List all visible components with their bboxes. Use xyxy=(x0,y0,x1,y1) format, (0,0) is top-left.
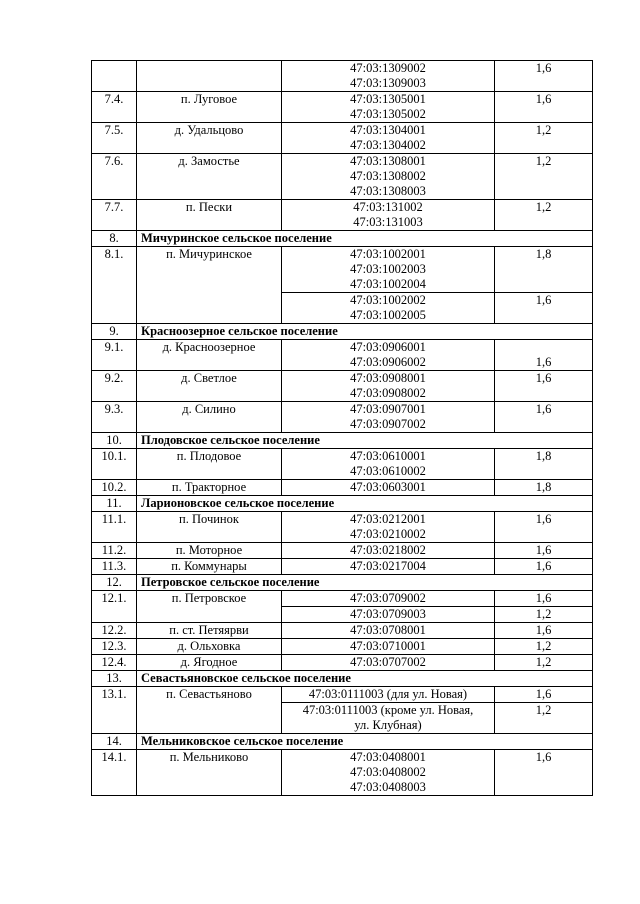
cadastral-code: 47:03:1002002 xyxy=(350,293,426,307)
row-number: 12.3. xyxy=(92,639,137,655)
cadastral-code: 47:03:1002005 xyxy=(350,308,426,322)
coefficient-value: 1,6 xyxy=(495,340,593,371)
cadastral-codes xyxy=(282,154,495,200)
place-name: д. Ольховка xyxy=(137,639,282,655)
coefficient-value: 1,2 xyxy=(495,200,593,231)
cadastral-code: 47:03:0408002 xyxy=(350,765,426,779)
row-number: 13. xyxy=(92,671,137,687)
row-number: 7.5. xyxy=(92,123,137,154)
coefficient-value: 1,6 xyxy=(495,623,593,639)
cadastral-codes xyxy=(282,200,495,231)
cadastral-code: 47:03:0610002 xyxy=(350,464,426,478)
coefficient-value: 1,2 xyxy=(495,655,593,671)
settlement-header-row xyxy=(92,496,593,512)
row-number: 12.1. xyxy=(92,591,137,623)
cadastral-code: ул. Клубная) xyxy=(354,718,422,732)
cadastral-code: 47:03:131003 xyxy=(353,215,423,229)
table-row xyxy=(92,559,593,575)
coefficient-value: 1,6 xyxy=(495,559,593,575)
cadastral-codes xyxy=(282,559,495,575)
row-number: 7.6. xyxy=(92,154,137,200)
row-number: 10.2. xyxy=(92,480,137,496)
cadastral-codes xyxy=(282,512,495,543)
place-name: п. Починок xyxy=(137,512,282,543)
settlement-header-row xyxy=(92,231,593,247)
table-row xyxy=(92,687,593,703)
cadastral-codes xyxy=(282,607,495,623)
cadastral-code: 47:03:1304002 xyxy=(350,138,426,152)
cadastral-codes xyxy=(282,402,495,433)
row-number: 9.3. xyxy=(92,402,137,433)
cadastral-codes xyxy=(282,371,495,402)
row-number: 9.2. xyxy=(92,371,137,402)
cadastral-codes xyxy=(282,703,495,734)
place-name: п. Моторное xyxy=(137,543,282,559)
tariff-table xyxy=(91,60,593,796)
cadastral-code: 47:03:0707002 xyxy=(350,655,426,669)
row-number: 9.1. xyxy=(92,340,137,371)
coefficient-value: 1,6 xyxy=(495,512,593,543)
row-number: 11. xyxy=(92,496,137,512)
cadastral-codes xyxy=(282,623,495,639)
cadastral-code: 47:03:0210002 xyxy=(350,527,426,541)
row-number: 12.4. xyxy=(92,655,137,671)
cadastral-code: 47:03:0218002 xyxy=(350,543,426,557)
table-row xyxy=(92,247,593,293)
cadastral-code: 47:03:0408003 xyxy=(350,780,426,794)
place-name: п. Мельниково xyxy=(137,750,282,796)
table-row xyxy=(92,480,593,496)
coefficient-value: 1,2 xyxy=(495,154,593,200)
table-row xyxy=(92,512,593,543)
coefficient-value: 1,6 xyxy=(495,402,593,433)
coefficient-value: 1,6 xyxy=(495,371,593,402)
cadastral-codes xyxy=(282,123,495,154)
cadastral-code: 47:03:0906001 xyxy=(350,340,426,354)
cadastral-code: 47:03:1309002 xyxy=(350,61,426,75)
cadastral-codes xyxy=(282,449,495,480)
row-number: 13.1. xyxy=(92,687,137,734)
settlement-header-row xyxy=(92,433,593,449)
table-row xyxy=(92,200,593,231)
cadastral-code: 47:03:1308002 xyxy=(350,169,426,183)
cadastral-code: 47:03:1305002 xyxy=(350,107,426,121)
cadastral-code: 47:03:0906002 xyxy=(350,355,426,369)
cadastral-codes xyxy=(282,639,495,655)
coefficient-value: 1,2 xyxy=(495,123,593,154)
cadastral-code: 47:03:1002004 xyxy=(350,277,426,291)
table-row xyxy=(92,92,593,123)
table-row xyxy=(92,623,593,639)
settlement-title: Севастьяновское сельское поселение xyxy=(137,671,593,687)
cadastral-code: 47:03:0907002 xyxy=(350,417,426,431)
cadastral-code: 47:03:131002 xyxy=(353,200,423,214)
place-name: п. Мичуринское xyxy=(137,247,282,324)
place-name: п. Плодовое xyxy=(137,449,282,480)
coefficient-value: 1,6 xyxy=(495,543,593,559)
cadastral-codes xyxy=(282,92,495,123)
table-row xyxy=(92,750,593,796)
coefficient-value: 1,6 xyxy=(495,61,593,92)
row-number: 10.1. xyxy=(92,449,137,480)
place-name: п. Луговое xyxy=(137,92,282,123)
place-name: д. Замостье xyxy=(137,154,282,200)
row-number: 7.7. xyxy=(92,200,137,231)
settlement-header-row xyxy=(92,671,593,687)
row-number: 8.1. xyxy=(92,247,137,324)
cadastral-codes xyxy=(282,480,495,496)
coefficient-value: 1,6 xyxy=(495,591,593,607)
settlement-title: Плодовское сельское поселение xyxy=(137,433,593,449)
row-number: 12. xyxy=(92,575,137,591)
settlement-header-row xyxy=(92,734,593,750)
settlement-header-row xyxy=(92,324,593,340)
row-number: 12.2. xyxy=(92,623,137,639)
cadastral-codes xyxy=(282,293,495,324)
cadastral-code: 47:03:0111003 (для ул. Новая) xyxy=(308,687,468,701)
table-row xyxy=(92,371,593,402)
table-row xyxy=(92,340,593,371)
cadastral-code: 47:03:0908002 xyxy=(350,386,426,400)
cadastral-code: 47:03:1304001 xyxy=(350,123,426,137)
place-name: д. Ягодное xyxy=(137,655,282,671)
place-name: д. Красноозерное xyxy=(137,340,282,371)
cadastral-code: 47:03:0709002 xyxy=(350,591,426,605)
cadastral-codes xyxy=(282,543,495,559)
cadastral-code: 47:03:1308003 xyxy=(350,184,426,198)
coefficient-value: 1,2 xyxy=(495,607,593,623)
cadastral-codes xyxy=(282,247,495,293)
cadastral-code: 47:03:0111003 (кроме ул. Новая, xyxy=(302,703,474,717)
row-number: 10. xyxy=(92,433,137,449)
row-number: 7.4. xyxy=(92,92,137,123)
row-number: 11.3. xyxy=(92,559,137,575)
settlement-title: Мичуринское сельское поселение xyxy=(137,231,593,247)
coefficient-value: 1,8 xyxy=(495,247,593,293)
coefficient-value: 1,8 xyxy=(495,449,593,480)
settlement-title: Мельниковское сельское поселение xyxy=(137,734,593,750)
table-row xyxy=(92,449,593,480)
table-row xyxy=(92,402,593,433)
row-number: 14. xyxy=(92,734,137,750)
cadastral-code: 47:03:0907001 xyxy=(350,402,426,416)
place-name: п. Тракторное xyxy=(137,480,282,496)
row-number: 9. xyxy=(92,324,137,340)
settlement-header-row xyxy=(92,575,593,591)
coefficient-value: 1,2 xyxy=(495,639,593,655)
coefficient-value: 1,6 xyxy=(495,687,593,703)
coefficient-value: 1,6 xyxy=(495,750,593,796)
cadastral-code: 47:03:1002003 xyxy=(350,262,426,276)
place-name: п. Севастьяново xyxy=(137,687,282,734)
place-name: д. Удальцово xyxy=(137,123,282,154)
table-row xyxy=(92,61,593,92)
coefficient-value: 1,6 xyxy=(495,293,593,324)
place-name: п. Петровское xyxy=(137,591,282,623)
row-number: 14.1. xyxy=(92,750,137,796)
coefficient-value: 1,8 xyxy=(495,480,593,496)
table-row xyxy=(92,655,593,671)
settlement-title: Ларионовское сельское поселение xyxy=(137,496,593,512)
cadastral-code: 47:03:1309003 xyxy=(350,76,426,90)
cadastral-code: 47:03:0408001 xyxy=(350,750,426,764)
row-number: 11.2. xyxy=(92,543,137,559)
cadastral-code: 47:03:0908001 xyxy=(350,371,426,385)
cadastral-codes xyxy=(282,591,495,607)
tariff-table-body xyxy=(92,61,593,796)
place-name: д. Силино xyxy=(137,402,282,433)
place-name: п. Пески xyxy=(137,200,282,231)
row-number: 8. xyxy=(92,231,137,247)
cadastral-code: 47:03:1002001 xyxy=(350,247,426,261)
settlement-title: Красноозерное сельское поселение xyxy=(137,324,593,340)
table-row xyxy=(92,154,593,200)
settlement-title: Петровское сельское поселение xyxy=(137,575,593,591)
place-name: п. ст. Петяярви xyxy=(137,623,282,639)
place-name: д. Светлое xyxy=(137,371,282,402)
place-name: п. Коммунары xyxy=(137,559,282,575)
cadastral-codes xyxy=(282,340,495,371)
cadastral-code: 47:03:0610001 xyxy=(350,449,426,463)
table-row xyxy=(92,543,593,559)
place-name xyxy=(137,61,282,92)
row-number: 11.1. xyxy=(92,512,137,543)
table-row xyxy=(92,591,593,607)
cadastral-code: 47:03:0709003 xyxy=(350,607,426,621)
cadastral-code: 47:03:0217004 xyxy=(350,559,426,573)
table-row xyxy=(92,123,593,154)
cadastral-codes xyxy=(282,687,495,703)
coefficient-value: 1,2 xyxy=(495,703,593,734)
cadastral-code: 47:03:0603001 xyxy=(350,480,426,494)
cadastral-code: 47:03:1308001 xyxy=(350,154,426,168)
cadastral-codes xyxy=(282,750,495,796)
coefficient-value: 1,6 xyxy=(495,92,593,123)
cadastral-code: 47:03:0710001 xyxy=(350,639,426,653)
cadastral-codes xyxy=(282,655,495,671)
cadastral-codes xyxy=(282,61,495,92)
cadastral-code: 47:03:0708001 xyxy=(350,623,426,637)
cadastral-code: 47:03:1305001 xyxy=(350,92,426,106)
row-number xyxy=(92,61,137,92)
cadastral-code: 47:03:0212001 xyxy=(350,512,426,526)
table-row xyxy=(92,639,593,655)
